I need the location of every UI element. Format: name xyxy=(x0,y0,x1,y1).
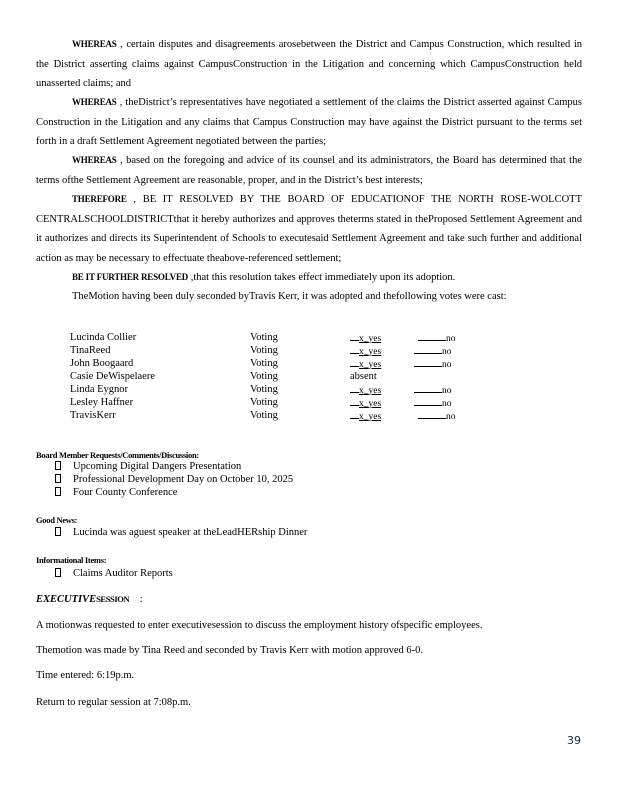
no-label: no xyxy=(442,399,452,409)
yes-field: x_yes xyxy=(350,357,381,372)
vote-mark: x xyxy=(359,386,364,396)
absent-label: absent xyxy=(350,371,377,382)
voter-status: Voting xyxy=(250,332,278,343)
vote-mark: x xyxy=(359,347,364,357)
voter-status: Voting xyxy=(250,371,278,382)
executive-line: Themotion was made by Tina Reed and seconded by Travis Kerr with motion approved 6-0. xyxy=(36,645,423,656)
list-item xyxy=(55,461,241,472)
paragraph-text: , certain disputes and disagreements arosebetween the District and Campus Construction, which resulted in the District asserting claims against CampusConstruction in the Litigation and concerning which CampusConstruction held unasserted claims; and xyxy=(36,39,582,89)
vote-row xyxy=(70,383,490,396)
list-item xyxy=(55,527,307,538)
voter-status: Voting xyxy=(250,397,278,408)
voter-name: TinaReed xyxy=(70,345,111,356)
voter-status: Voting xyxy=(250,358,278,369)
heading-colon: : xyxy=(139,594,143,605)
yes-label: yes xyxy=(368,412,382,422)
paragraph-keyword: BE IT FURTHER RESOLVED xyxy=(72,272,189,282)
voter-status: Voting xyxy=(250,410,278,421)
vote-row xyxy=(70,344,490,357)
executive-line: Time entered: 6:19p.m. xyxy=(36,670,135,681)
paragraph-keyword: WHEREAS xyxy=(72,97,117,107)
yes-label: yes xyxy=(368,360,382,370)
list-item-text: Upcoming Digital Dangers Presentation xyxy=(73,461,242,472)
further-resolved-paragraph xyxy=(36,268,582,288)
yes-label: yes xyxy=(368,399,382,409)
no-label: no xyxy=(446,334,456,344)
motion-paragraph xyxy=(36,287,582,307)
bullet-icon xyxy=(55,568,61,577)
paragraph-text: , based on the foregoing and advice of its counsel and its administrators, the Board has determined that the terms ofthe Settlement Agreement are reasonable, proper, and in the District’s best interests; xyxy=(36,155,583,186)
bullet-icon xyxy=(55,487,61,496)
vote-mark: x xyxy=(359,334,364,344)
heading-rest: SESSION xyxy=(96,594,130,604)
yes-field: x_yes xyxy=(350,331,381,346)
voter-name: Lesley Haffner xyxy=(70,397,134,408)
vote-row xyxy=(70,331,490,344)
bullet-icon xyxy=(55,461,61,470)
executive-line: A motionwas requested to enter executivesession to discuss the employment history ofspecific employees. xyxy=(36,620,483,631)
list-item-text: Four County Conference xyxy=(73,487,178,498)
whereas-paragraph-3 xyxy=(36,151,582,190)
paragraph-keyword: WHEREAS xyxy=(72,155,117,165)
vote-row xyxy=(70,409,490,422)
no-label: no xyxy=(442,386,452,396)
voter-name: Linda Eygnor xyxy=(70,384,129,395)
vote-row xyxy=(70,357,490,370)
list-item xyxy=(55,487,177,498)
whereas-paragraph-1 xyxy=(36,35,582,94)
bullet-icon xyxy=(55,527,61,536)
no-label: no xyxy=(442,360,452,370)
heading-italic: EXECUTIVE xyxy=(36,594,97,605)
list-item xyxy=(55,568,173,579)
paragraph-text: , theDistrict’s representatives have negotiated a settlement of the claims the District asserted against Campus Construction in the Litigation and any claims that Campus Construction may have against the District pursuant to the terms set forth in a draft Settlement Agreement negotiated between the parties; xyxy=(36,97,583,147)
voter-name: Casie DeWispelaere xyxy=(70,371,155,382)
executive-line: Return to regular session at 7:08p.m. xyxy=(36,697,191,708)
no-label: no xyxy=(442,347,452,357)
therefore-paragraph xyxy=(36,190,582,268)
voter-name: Lucinda Collier xyxy=(70,332,137,343)
no-field xyxy=(418,409,456,424)
good-news-heading: Good News: xyxy=(36,515,78,525)
whereas-paragraph-2 xyxy=(36,93,582,152)
vote-row xyxy=(70,370,490,383)
informational-heading: Informational Items: xyxy=(36,555,107,565)
executive-session-heading xyxy=(36,594,143,605)
voter-name: John Boogaard xyxy=(70,358,134,369)
yes-field: x_yes xyxy=(350,383,381,398)
page-number: 39 xyxy=(567,734,581,747)
yes-field: x_yes xyxy=(350,344,381,359)
paragraph-text: ,that this resolution takes effect immediately upon its adoption. xyxy=(190,272,456,283)
voter-name: TravisKerr xyxy=(70,410,116,421)
list-item-text: Professional Development Day on October 10, 2025 xyxy=(73,474,294,485)
vote-mark: x xyxy=(359,399,364,409)
paragraph-text: , BE IT RESOLVED BY THE BOARD OF EDUCATIONOF THE NORTH ROSE-WOLCOTT CENTRALSCHOOLDISTRICTthat it hereby authorizes and approves theterms stated in theProposed Settlement Agreement and it authorizes and directs its Superintendent of Schools to executesaid Settlement Agreement and take such further and additional action as may be necessary to effectuate theabove-referenced settlement; xyxy=(36,194,583,264)
voter-status: Voting xyxy=(250,345,278,356)
vote-mark: x xyxy=(359,412,364,422)
yes-label: yes xyxy=(368,334,382,344)
list-item xyxy=(55,474,293,485)
paragraph-keyword: WHEREAS xyxy=(72,39,117,49)
yes-field: x_yes xyxy=(350,409,381,424)
list-item-text: Claims Auditor Reports xyxy=(73,568,173,579)
board-member-heading: Board Member Requests/Comments/Discussion: xyxy=(36,450,199,460)
no-label: no xyxy=(446,412,456,422)
vote-row xyxy=(70,396,490,409)
yes-label: yes xyxy=(368,347,382,357)
paragraph-text: TheMotion having been duly seconded byTravis Kerr, it was adopted and thefollowing votes were cast: xyxy=(72,291,507,302)
voter-status: Voting xyxy=(250,384,278,395)
paragraph-keyword: THEREFORE xyxy=(72,194,127,204)
vote-mark: x xyxy=(359,360,364,370)
yes-field: x_yes xyxy=(350,396,381,411)
yes-label: yes xyxy=(368,386,382,396)
bullet-icon xyxy=(55,474,61,483)
list-item-text: Lucinda was aguest speaker at theLeadHERship Dinner xyxy=(73,527,308,538)
